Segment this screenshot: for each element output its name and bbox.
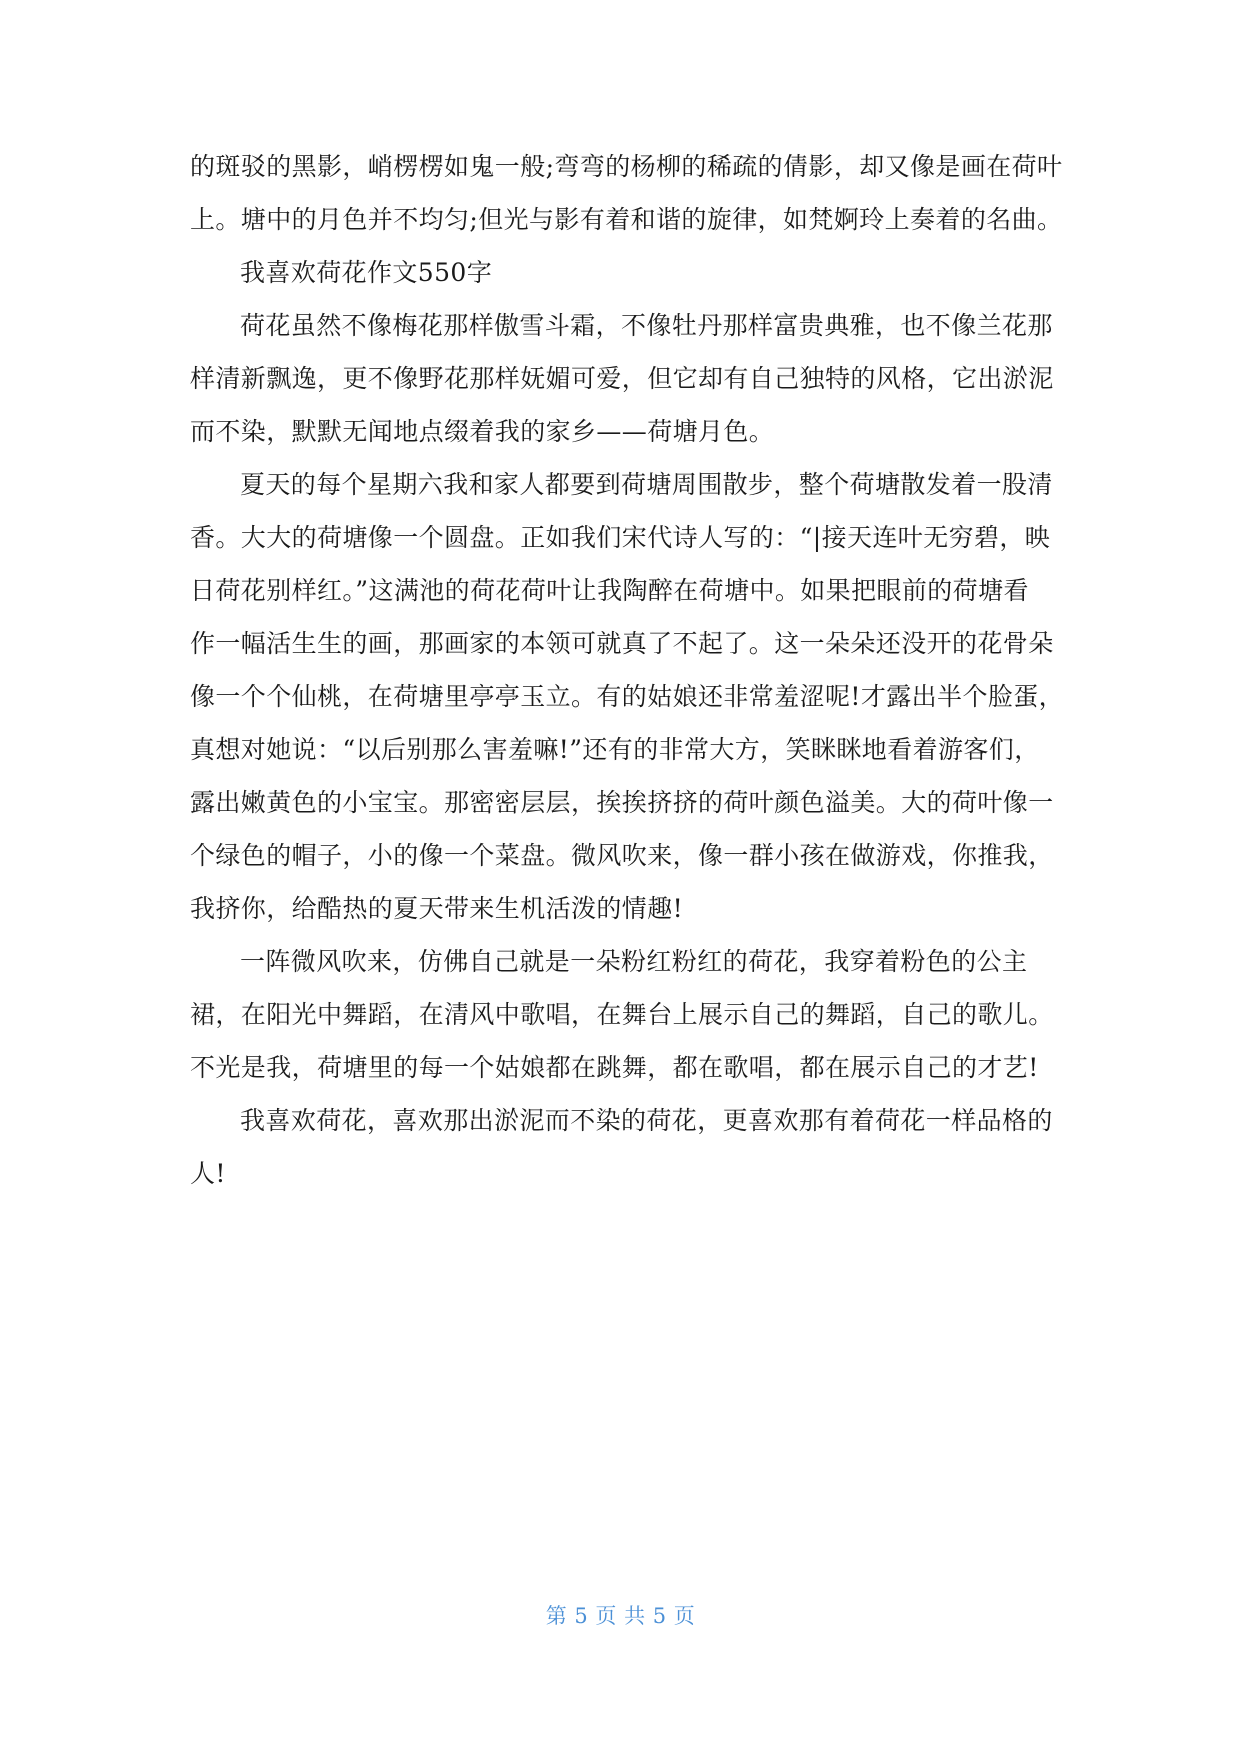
text-line: 我喜欢荷花，喜欢那出淤泥而不染的荷花，更喜欢那有着荷花一样品格的 xyxy=(240,1106,1053,1135)
section-heading xyxy=(190,256,1050,290)
text-line: 荷花虽然不像梅花那样傲雪斗霜，不像牡丹那样富贵典雅，也不像兰花那 xyxy=(240,311,1053,340)
text-line: 而不染，默默无闻地点缀着我的家乡——荷塘月色。 xyxy=(190,417,775,446)
text-line: 不光是我，荷塘里的每一个姑娘都在跳舞，都在歌唱，都在展示自己的才艺! xyxy=(190,1053,1039,1082)
heading-text: 我喜欢荷花作文550字 xyxy=(240,258,493,287)
text-line: 裙，在阳光中舞蹈，在清风中歌唱，在舞台上展示自己的舞蹈，自己的歌儿。 xyxy=(190,1000,1054,1029)
paragraph xyxy=(190,309,1054,449)
paragraph xyxy=(190,468,1065,926)
page-number-footer: 第 5 页 共 5 页 xyxy=(545,1604,696,1628)
text-line: 香。大大的荷塘像一个圆盘。正如我们宋代诗人写的：“|接天连叶无穷碧，映 xyxy=(190,523,1051,552)
text-line: 露出嫩黄色的小宝宝。那密密层层，挨挨挤挤的荷叶颜色溢美。大的荷叶像一 xyxy=(190,788,1054,817)
text-line: 夏天的每个星期六我和家人都要到荷塘周围散步，整个荷塘散发着一股清 xyxy=(240,470,1053,499)
text-line: 的斑驳的黑影，峭楞楞如鬼一般;弯弯的杨柳的稀疏的倩影，却又像是画在荷叶 xyxy=(190,152,1063,181)
text-line: 个绿色的帽子，小的像一个菜盘。微风吹来，像一群小孩在做游戏，你推我， xyxy=(190,841,1054,870)
paragraph xyxy=(190,1104,1053,1191)
paragraph xyxy=(190,945,1054,1085)
text-line: 样清新飘逸，更不像野花那样妩媚可爱，但它却有自己独特的风格，它出淤泥 xyxy=(190,364,1054,393)
text-line: 我挤你，给酷热的夏天带来生机活泼的情趣! xyxy=(190,894,684,923)
text-line: 像一个个仙桃，在荷塘里亭亭玉立。有的姑娘还非常羞涩呢!才露出半个脸蛋， xyxy=(190,682,1065,711)
document-body xyxy=(190,150,1065,1210)
text-line: 人! xyxy=(190,1159,226,1188)
text-line: 一阵微风吹来，仿佛自己就是一朵粉红粉红的荷花，我穿着粉色的公主 xyxy=(240,947,1028,976)
paragraph xyxy=(190,150,1063,237)
text-line: 上。塘中的月色并不均匀;但光与影有着和谐的旋律，如梵婀玲上奏着的名曲。 xyxy=(190,205,1063,234)
text-line: 真想对她说：“以后别那么害羞嘛!”还有的非常大方，笑眯眯地看着游客们， xyxy=(190,735,1040,764)
text-line: 作一幅活生生的画，那画家的本领可就真了不起了。这一朵朵还没开的花骨朵 xyxy=(190,629,1054,658)
text-line: 日荷花别样红。”这满池的荷花荷叶让我陶醉在荷塘中。如果把眼前的荷塘看 xyxy=(190,576,1029,605)
